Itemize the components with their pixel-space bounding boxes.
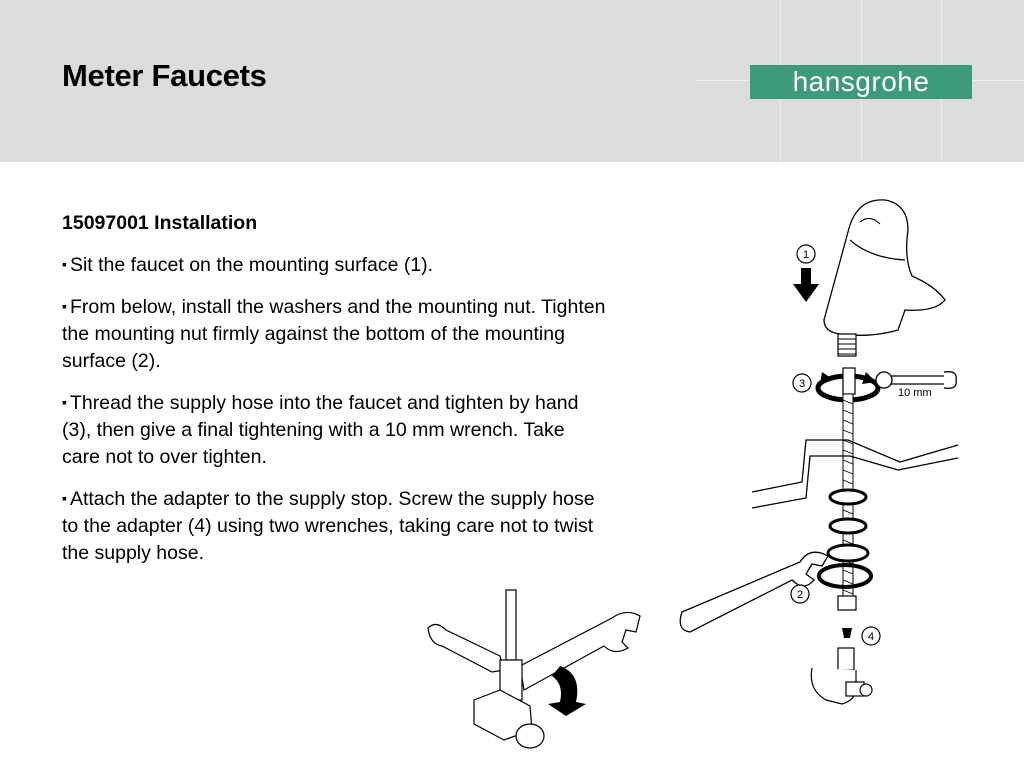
bullet-marker: ▪ (62, 298, 67, 314)
page-title: Meter Faucets (62, 58, 267, 93)
bullet-marker: ▪ (62, 256, 67, 272)
fitting-icon (842, 628, 852, 638)
step-1-number: 1 (802, 249, 810, 261)
down-arrow-icon (793, 268, 819, 302)
step-1-marker (797, 245, 815, 263)
wrench-icon (428, 624, 504, 672)
supply-stop-valve (811, 648, 872, 704)
bullet-marker: ▪ (62, 490, 67, 506)
wrench-10mm-icon (876, 372, 956, 399)
bullet-text: Sit the faucet on the mounting surface (1). (69, 254, 434, 276)
step-4-marker (862, 627, 880, 645)
bullet-text: Attach the adapter to the supply stop. Screw the supply hose to the adapter (4) using two wrenches, taking care not to twist the supply hose. (62, 488, 595, 564)
hose-detail (428, 590, 640, 748)
logo-text: hansgrohe (792, 66, 930, 97)
wrench-icon (520, 612, 640, 690)
step-2-number: 2 (796, 589, 804, 601)
bullet-marker: ▪ (62, 394, 67, 410)
bullet-text: Thread the supply hose into the faucet and tighten by hand (3), then give a final tightening with a 10 mm wrench. Take care not to over tighten. (62, 392, 579, 468)
wrench-size-label: 10 mm (898, 387, 932, 399)
step-4-number: 4 (867, 631, 875, 643)
rotation-arrow-icon (862, 372, 876, 384)
step-3-number: 3 (798, 378, 806, 390)
faucet-illustration (824, 200, 945, 356)
section-heading: 15097001 Installation (62, 212, 258, 234)
bullet-text: From below, install the washers and the mounting nut. Tighten the mounting nut firmly against the bottom of the mounting surface (2). (62, 296, 606, 372)
step-2-marker (791, 585, 809, 603)
step-3-marker (793, 374, 811, 392)
